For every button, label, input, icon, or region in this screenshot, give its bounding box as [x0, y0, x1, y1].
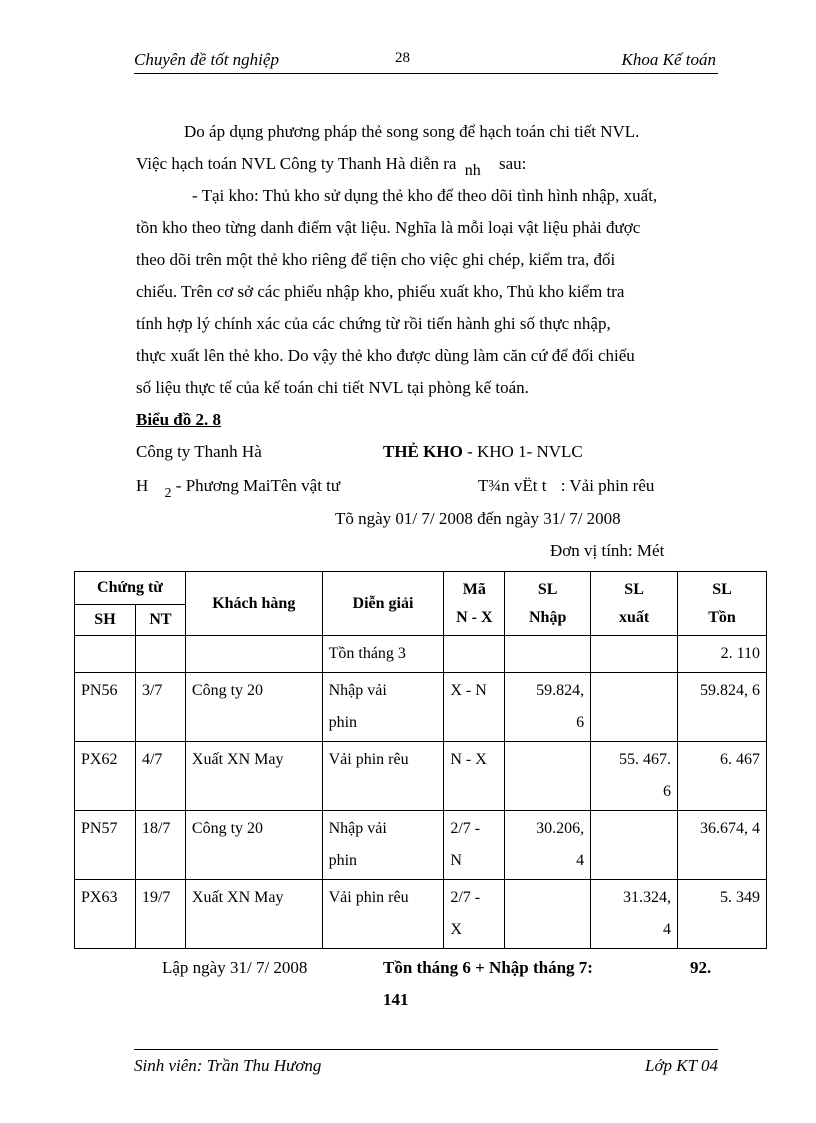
cell-nhap — [505, 811, 590, 879]
cell-ma — [444, 811, 504, 879]
header-nhap-line-1: SL — [537, 580, 558, 598]
paragraph-2-line-6: thực xuất lên thẻ kho. Do vậy thẻ kho được dùng làm căn cứ để đối chiếu — [136, 346, 635, 365]
table-row — [75, 673, 767, 742]
cell-dien-giai — [323, 673, 444, 741]
cell-ma-line-2: X — [450, 921, 462, 938]
footer-left: Sinh viên: Trần Thu Hương — [134, 1056, 322, 1075]
paragraph-1-line-2b: sau: — [498, 154, 527, 173]
cell-ma — [444, 880, 504, 948]
header-sl-nhap — [505, 572, 591, 636]
cell-dien-giai: Tồn tháng 3 — [328, 645, 406, 662]
cell-khach-hang — [186, 636, 322, 640]
cell-xuat — [591, 742, 677, 810]
cell-xuat — [591, 880, 677, 948]
cell-ton: 59.824, 6 — [700, 682, 760, 699]
cell-nt: 19/7 — [141, 889, 171, 906]
cell-xuat — [591, 673, 677, 677]
cell-khach-hang: Công ty 20 — [191, 820, 264, 837]
company-name: Công ty Thanh Hà — [136, 442, 262, 461]
paragraph-1-subscript: nh — [464, 162, 481, 179]
cell-ton: 6. 467 — [720, 751, 760, 768]
footer-rule — [134, 1049, 718, 1050]
cell-nhap — [505, 880, 590, 884]
cell-dien-giai-line-2: phin — [328, 714, 358, 731]
cell-xuat-line-1: 55. 467. — [619, 751, 672, 768]
cell-xuat-line-2: 4 — [663, 921, 672, 938]
paragraph-2-line-5: tính hợp lý chính xác của các chứng từ rồi tiến hành ghi số thực nhập, — [136, 314, 611, 333]
cell-nhap — [505, 742, 590, 746]
header-nt: NT — [135, 605, 185, 636]
cell-nhap — [505, 636, 590, 640]
cell-nhap-line-2: 6 — [576, 714, 585, 731]
cell-dien-giai-line-1: Nhập vải — [328, 820, 387, 837]
cell-ma-line-2: N — [450, 852, 462, 869]
header-left: Chuyên đề tốt nghiệp — [134, 50, 279, 69]
cell-sh: PN56 — [81, 682, 118, 699]
header-ma-line-1: Mã — [462, 580, 486, 598]
header-ma-line-2: N - X — [456, 608, 493, 626]
cell-xuat — [591, 636, 677, 640]
header-chung-tu: Chứng từ — [75, 572, 186, 605]
summary-value-b: 141 — [383, 990, 409, 1009]
header-right: Khoa Kế toán — [621, 50, 716, 69]
header-sl-xuat — [591, 572, 678, 636]
header-nhap-line-2: Nhập — [529, 608, 567, 626]
paragraph-2-line-1: - Tại kho: Thủ kho sử dụng thẻ kho để theo dõi tình hình nhập, xuất, — [192, 186, 658, 205]
cell-ma — [444, 636, 504, 640]
header-xuat-line-2: xuất — [618, 608, 650, 626]
company-address — [136, 476, 341, 501]
cell-ton: 36.674, 4 — [700, 820, 760, 837]
cell-nhap — [505, 673, 590, 741]
cell-khach-hang: Xuất XN May — [191, 751, 284, 768]
cell-sh — [75, 636, 135, 640]
cell-xuat — [591, 811, 677, 815]
cell-nt: 3/7 — [141, 682, 163, 699]
paragraph-2-line-3: theo dõi trên một thẻ kho riêng để tiện cho việc ghi chép, kiểm tra, đối — [136, 250, 616, 269]
address-prefix: H — [136, 476, 149, 495]
cell-nt: 18/7 — [141, 820, 171, 837]
cell-dien-giai: Vải phin rêu — [328, 751, 409, 768]
header-sh: SH — [75, 605, 136, 636]
footer-right: Lớp KT 04 — [644, 1056, 718, 1075]
paragraph-1-line-2 — [136, 154, 527, 179]
period-range: Tõ ngày 01/ 7/ 2008 đến ngày 31/ 7/ 2008 — [335, 509, 621, 528]
header-dien-giai: Diễn giải — [322, 572, 444, 636]
item-line — [478, 476, 654, 496]
header-ton-line-1: SL — [712, 580, 732, 598]
table-row — [75, 811, 767, 880]
header-khach-hang: Khách hàng — [185, 572, 322, 636]
address-subscript: 2 — [164, 486, 172, 501]
cell-xuat-line-1: 31.324, — [623, 889, 672, 906]
cell-ma-line-1: 2/7 - — [450, 889, 481, 906]
cell-xuat-line-2: 6 — [663, 783, 672, 800]
summary-label: Tồn tháng 6 + Nhập tháng 7: — [383, 958, 593, 977]
cell-nt — [136, 636, 185, 640]
table-row — [75, 742, 767, 811]
cell-ma: X - N — [450, 682, 487, 699]
cell-dien-giai: Vải phin rêu — [328, 889, 409, 906]
cell-khach-hang: Công ty 20 — [191, 682, 264, 699]
card-title: THẺ KHO — [383, 442, 463, 461]
paragraph-2-line-2: tồn kho theo từng danh điểm vật liệu. Nghĩa là mỗi loại vật liệu phải được — [136, 218, 641, 237]
table-row — [75, 636, 767, 673]
table-row — [75, 880, 767, 949]
cell-ton: 2. 110 — [720, 645, 760, 662]
card-heading — [383, 442, 583, 462]
paragraph-1-line-2a: Việc hạch toán NVL Công ty Thanh Hà diễn ra — [136, 154, 457, 173]
header-sl-ton — [678, 572, 767, 636]
cell-sh: PX62 — [81, 751, 118, 768]
cell-ton: 5. 349 — [720, 889, 760, 906]
cell-khach-hang: Xuất XN May — [191, 889, 284, 906]
cell-nhap-line-1: 30.206, — [536, 820, 585, 837]
unit-of-measure: Đơn vị tính: Mét — [550, 541, 665, 560]
cell-nhap-line-2: 4 — [576, 852, 585, 869]
header-rule — [134, 73, 718, 74]
header-ma-nx — [444, 572, 505, 636]
summary-value-a: 92. — [690, 958, 712, 977]
cell-dien-giai-line-2: phin — [328, 852, 358, 869]
cell-ma: N - X — [450, 751, 487, 768]
cell-dien-giai-line-1: Nhập vải — [328, 682, 387, 699]
header-xuat-line-1: SL — [624, 580, 644, 598]
cell-sh: PX63 — [81, 889, 118, 906]
item-value: : Vải phin rêu — [560, 476, 655, 495]
cell-ma-line-1: 2/7 - — [450, 820, 481, 837]
form-title: Biểu đồ 2. 8 — [136, 410, 222, 429]
item-label: T¾n vËt t — [478, 476, 547, 495]
paragraph-1-line-1: Do áp dụng phương pháp thẻ song song để hạch toán chi tiết NVL. — [184, 122, 640, 141]
page-number: 28 — [395, 50, 410, 66]
cell-nt: 4/7 — [141, 751, 163, 768]
card-subtitle: - KHO 1- NVLC — [467, 442, 583, 461]
paragraph-2-line-7: số liệu thực tế của kế toán chi tiết NVL tại phòng kế toán. — [136, 378, 529, 397]
cell-sh: PN57 — [81, 820, 118, 837]
address-rest: - Phương MaiTên vật tư — [175, 476, 341, 495]
cell-dien-giai — [323, 811, 444, 879]
header-ton-line-2: Tồn — [708, 608, 736, 626]
prepared-date: Lập ngày 31/ 7/ 2008 — [162, 958, 308, 977]
cell-nhap-line-1: 59.824, — [536, 682, 585, 699]
paragraph-2-line-4: chiếu. Trên cơ sở các phiếu nhập kho, phiếu xuất kho, Thủ kho kiểm tra — [136, 282, 625, 301]
stock-card-table — [74, 571, 767, 949]
